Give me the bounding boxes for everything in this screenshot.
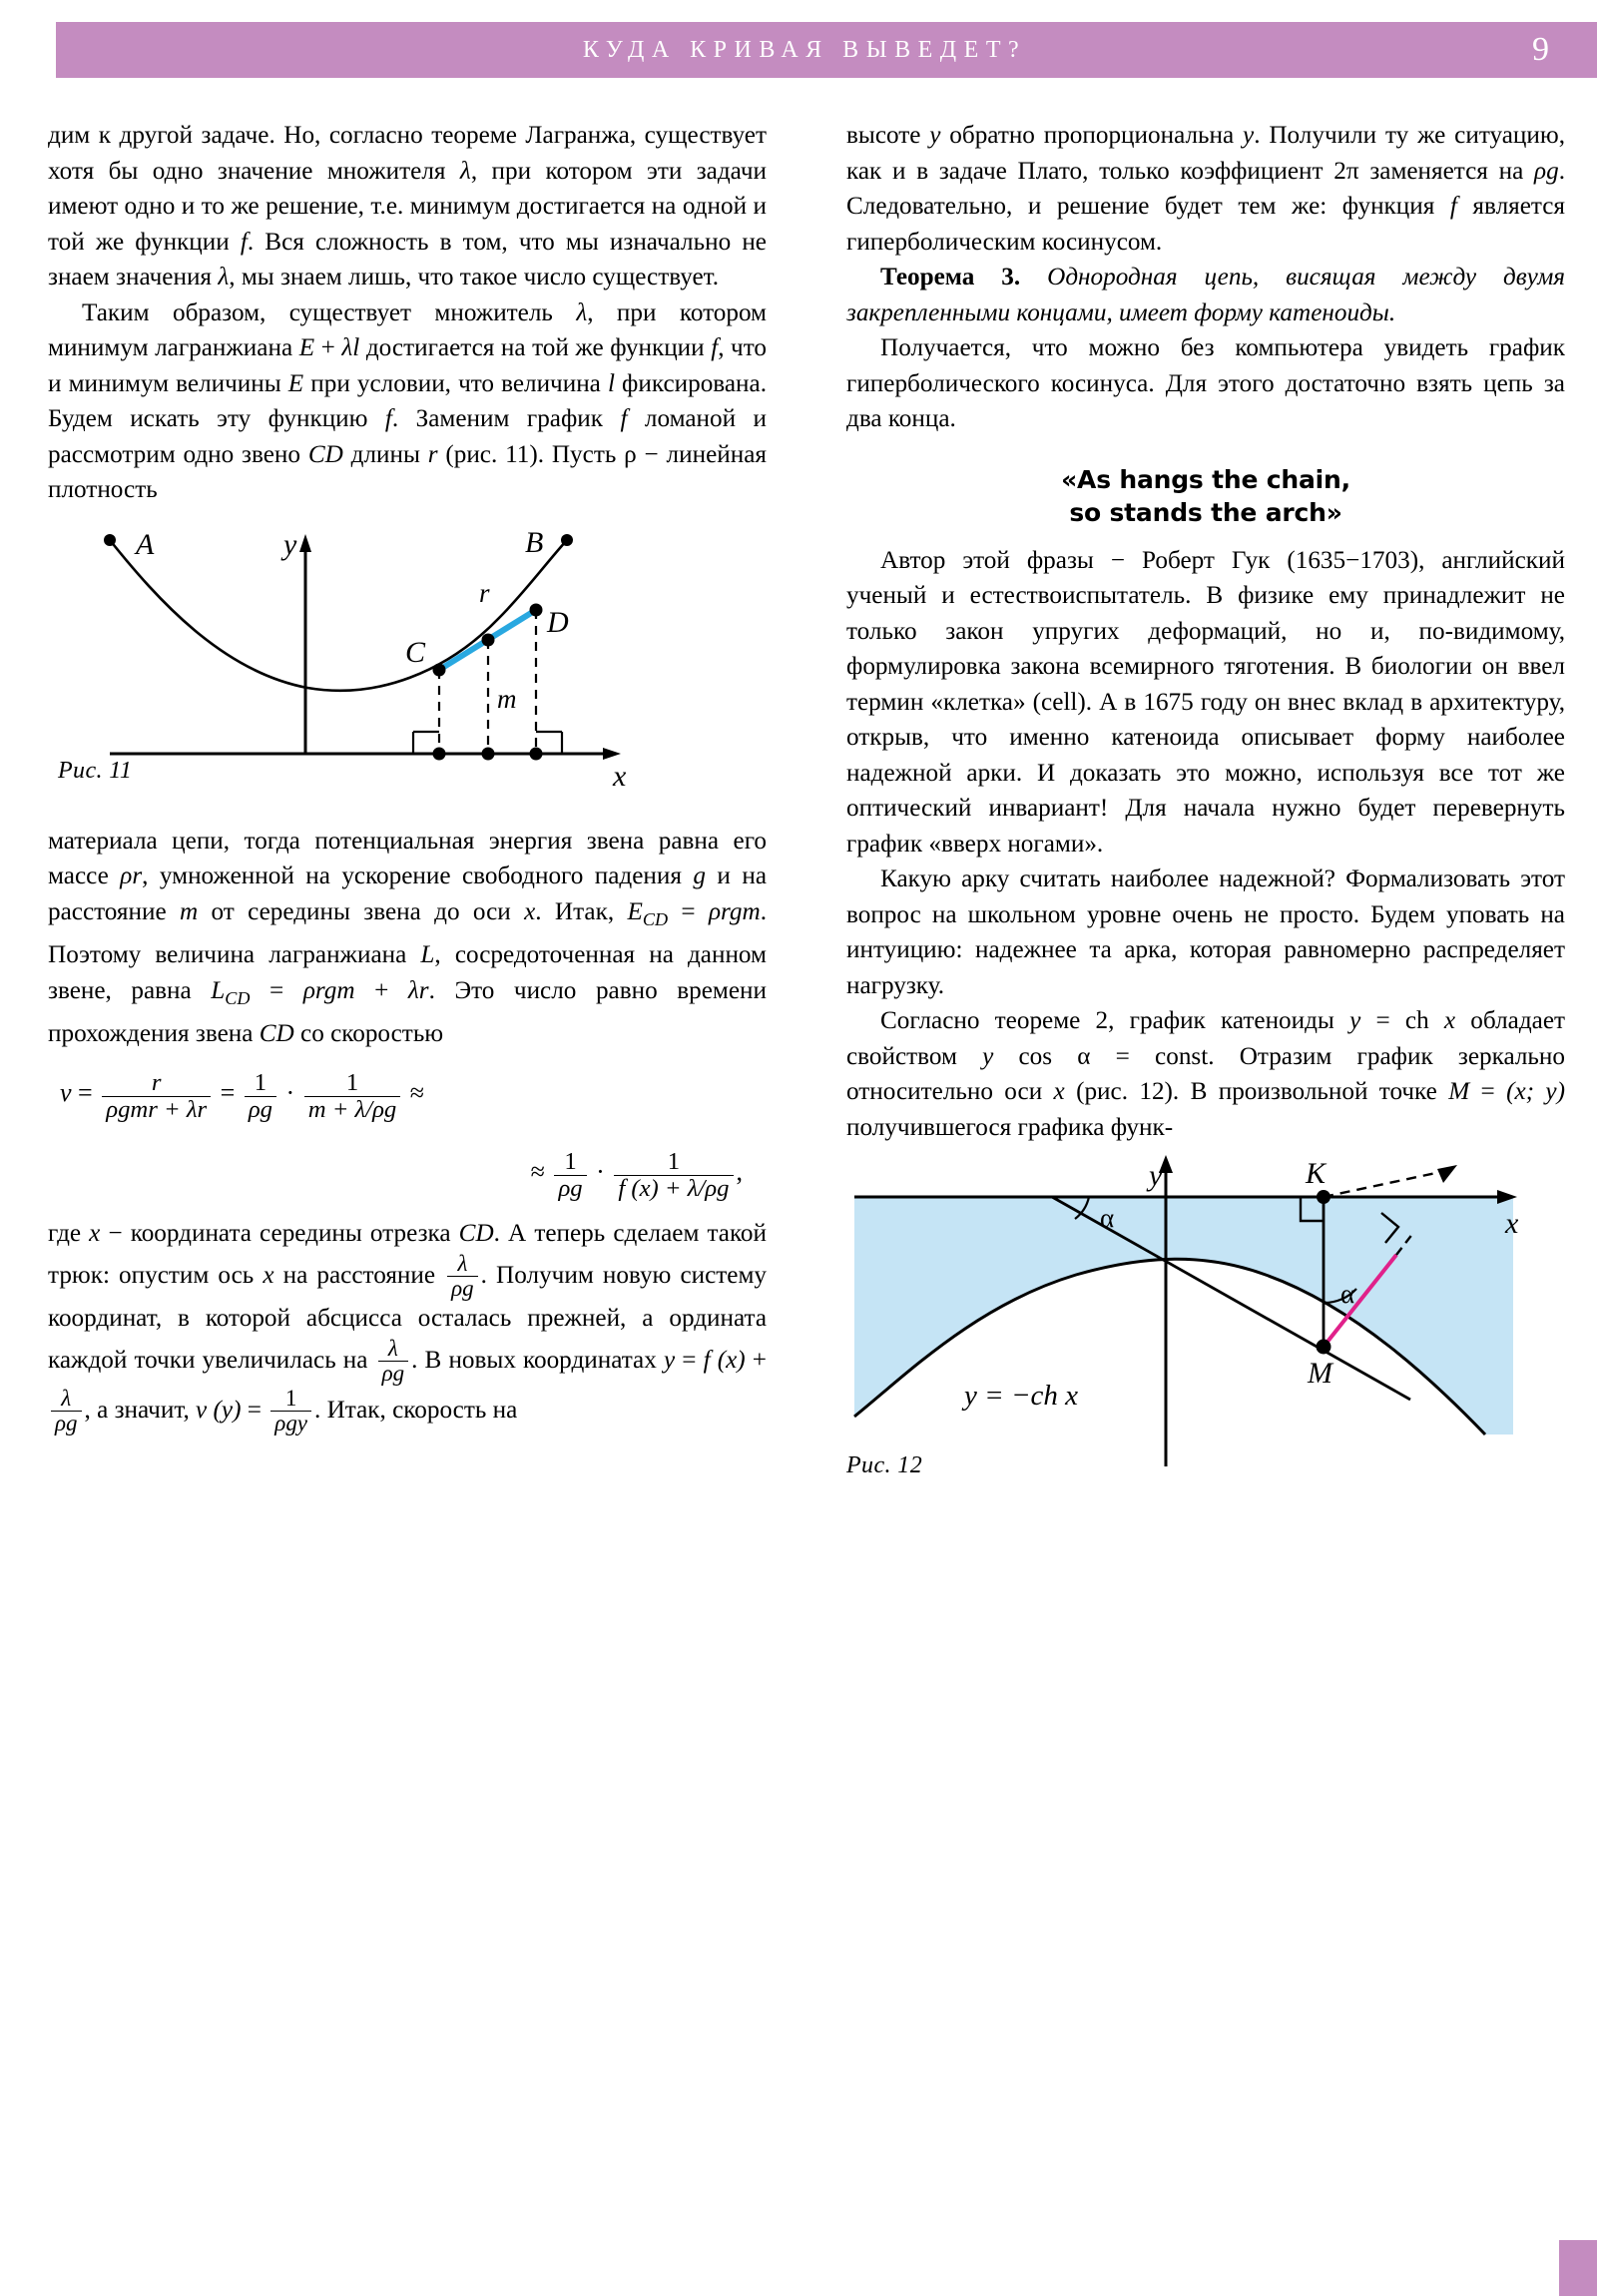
math-dot: · (285, 1077, 295, 1107)
math-CD: CD (307, 440, 343, 468)
text-run: . А теперь сделаем такой трюк: опустим ось (48, 1220, 768, 1289)
fraction-denominator: ρg (378, 1361, 409, 1386)
text-run: . Итак, (535, 897, 628, 925)
math-x: x (1443, 1007, 1456, 1034)
y-axis-arrow (299, 534, 311, 552)
label-x-axis: x (1505, 1207, 1519, 1240)
math-f: f (620, 405, 628, 432)
math-y: y (663, 1347, 676, 1375)
math-v: v (60, 1077, 72, 1107)
text-run: . Поэтому величина лагранжиана (48, 897, 767, 969)
point-foot-D (530, 747, 543, 760)
math-L-subscript: CD (225, 987, 251, 1008)
fraction-r-over-rgmr (102, 1070, 211, 1123)
math-E: E (298, 334, 315, 361)
math-rho: ρ (624, 440, 637, 468)
math-E: E (287, 369, 304, 397)
label-alpha-1: α (1100, 1203, 1115, 1233)
english-heading-line-1: «As hangs the chain, (1061, 464, 1350, 494)
text-run: , мы знаем лишь, что такое число существует. (229, 264, 720, 290)
math-fx: f (x) (703, 1347, 746, 1375)
math-lambda-l: λl (341, 334, 360, 361)
paragraph-r4: Какую арку считать наиболее надежной? Формализовать этот вопрос на школьном уровне очень не просто. Будем уповать на интуицию: надежнее та арка, которая равномерно распределяет нагрузку. (846, 865, 1565, 999)
math-equals: = (1469, 1078, 1507, 1105)
math-equals: = (78, 1077, 93, 1107)
curve-equation-label: y = −ch x (964, 1380, 1079, 1412)
figure-11-caption: Рис. 11 (58, 757, 133, 784)
fraction-numerator: 1 (284, 1385, 297, 1411)
figure-12 (846, 1155, 1565, 1478)
label-y-axis: y (1149, 1159, 1163, 1192)
fraction-denominator: ρg (51, 1411, 82, 1435)
label-A: A (136, 527, 155, 561)
fraction-1-over-rhogy (270, 1387, 311, 1436)
text-run: = (668, 897, 709, 925)
text-run: , умноженной на ускорение свободного падения (142, 862, 694, 889)
math-equals: = (220, 1077, 236, 1107)
point-C (433, 663, 446, 676)
text-run: (рис. 11). Пусть (437, 440, 625, 468)
text-run: + (314, 334, 342, 361)
text-run: со скоростью (293, 1020, 444, 1048)
math-y: y (929, 122, 941, 149)
math-comma: , (736, 1156, 743, 1186)
paragraph-r5 (846, 1003, 1565, 1145)
label-B: B (525, 525, 544, 559)
math-y: y (1243, 122, 1255, 149)
text-run: фиксирована. Будем искать эту функцию (48, 369, 767, 432)
math-equals-ch: = ch (1360, 1007, 1444, 1034)
point-foot-C (433, 747, 446, 760)
fraction-numerator: λ (457, 1250, 468, 1276)
text-run: высоте (846, 122, 930, 149)
fraction-1-over-rhog (554, 1149, 586, 1202)
text-run: . Следовательно, и решение будет тем же: функция (846, 157, 1565, 220)
fraction-denominator: ρg (554, 1175, 586, 1202)
math-g: g (693, 862, 706, 889)
math-cos-alpha-const: cos α = const (993, 1042, 1209, 1070)
math-f: f (384, 405, 392, 432)
fraction-numerator: 1 (564, 1147, 577, 1175)
page-header-title: КУДА КРИВАЯ ВЫВЕДЕТ? (582, 36, 1027, 63)
math-lambda: λ (459, 157, 471, 185)
text-run: а значит, (90, 1396, 197, 1424)
text-run: , при котором эти задачи имеют одно и то же решение, т.е. минимум достигается на одной и той же функции (48, 157, 767, 256)
math-CD: CD (458, 1220, 494, 1248)
fraction-numerator: 1 (254, 1068, 267, 1096)
math-f: f (711, 334, 719, 361)
figure-11-svg (48, 522, 767, 790)
fraction-numerator: λ (387, 1335, 398, 1361)
fraction-1-over-m-lambda (304, 1070, 401, 1123)
label-y-axis: y (283, 527, 297, 561)
math-l: l (607, 369, 615, 397)
fraction-1-over-rhog (245, 1070, 276, 1123)
math-comma: , (84, 1396, 91, 1424)
fraction-denominator: m + λ/ρg (304, 1096, 401, 1123)
equation-line-2 (48, 1149, 767, 1202)
math-x: x (263, 1261, 274, 1289)
math-L: L (211, 976, 226, 1004)
paragraph-4 (48, 1216, 767, 1435)
text-run: . Это число равно времени прохождения звена (48, 976, 767, 1048)
math-rho-r: ρr (120, 862, 143, 889)
math-CD: CD (259, 1020, 294, 1048)
page-number: 9 (1532, 31, 1549, 68)
text-run: . Итак, скорость на (314, 1396, 518, 1424)
paragraph-3 (48, 824, 767, 1052)
text-run: получившегося графика функ- (846, 1113, 1174, 1141)
text-run: + (354, 976, 408, 1004)
point-foot-mid (482, 747, 495, 760)
equation-velocity (48, 1070, 767, 1203)
text-run: . Получим новую систему координат, в которой абсцисса осталась прежней, а ордината каждой точки увеличилась на (48, 1261, 768, 1375)
text-run: , сосредоточенная на данном звене, равна (48, 941, 767, 1004)
fraction-numerator: 1 (667, 1147, 681, 1175)
math-lambda: λ (576, 298, 588, 326)
text-run: и на расстояние (48, 862, 767, 925)
math-L: L (420, 941, 435, 969)
math-x: x (1053, 1078, 1065, 1105)
fraction-numerator: r (151, 1068, 162, 1096)
math-rho-rgm: ρrgm (302, 976, 355, 1004)
text-run: Согласно теореме 2, график катеноиды (880, 1007, 1350, 1034)
text-run: . В новых координатах (411, 1347, 664, 1375)
text-run: достигается на той же функции (359, 334, 712, 361)
fraction-lambda-over-rhog (51, 1387, 82, 1436)
paragraph-r1 (846, 118, 1565, 260)
label-D: D (547, 605, 569, 639)
text-run: обратно пропорциональна (940, 122, 1244, 149)
text-run: . Получили ту же ситуацию, как и в задаче Плато, только коэффициент (846, 122, 1566, 185)
math-approx: ≈ (409, 1077, 425, 1107)
fraction-lambda-over-rhog (378, 1337, 409, 1387)
figure-12-caption: Рис. 12 (846, 1452, 923, 1478)
label-alpha-2: α (1340, 1279, 1355, 1309)
text-run: + (745, 1347, 767, 1375)
theorem-label: Теорема 3. (880, 264, 1021, 290)
math-coordinates: (x; y) (1506, 1078, 1565, 1105)
catenary-curve (110, 540, 567, 691)
figure-12-svg (846, 1155, 1565, 1474)
point-M (1317, 1340, 1331, 1355)
math-M: M (1448, 1078, 1470, 1105)
text-run: − координата середины отрезка (100, 1220, 459, 1248)
text-run: является гиперболическим косинусом. (846, 193, 1565, 256)
label-m: m (497, 683, 517, 714)
fraction-denominator: ρg (245, 1096, 276, 1123)
theorem-statement: Однородная цепь, висящая между двумя закрепленными концами, имеет форму катеноиды. (846, 264, 1565, 326)
text-run: обладает свойством (846, 1007, 1566, 1070)
math-x: x (524, 897, 536, 925)
left-text-column (48, 118, 767, 1435)
point-D (530, 603, 543, 616)
english-heading (846, 463, 1565, 529)
math-y: y (982, 1042, 994, 1070)
text-run: длины (342, 440, 428, 468)
math-equals: = (675, 1347, 704, 1375)
text-run: − линейная плотность (48, 440, 767, 503)
math-lambda: λ (218, 264, 230, 290)
paragraph-r3: Автор этой фразы − Роберт Гук (1635−1703), английский ученый и естествоиспытатель. В физике ему принадлежит не только закон упругих деформаций, но и, по-видимому, формулировка закона всемирного тяготения. В биологии он ввел термин «клетка» (cell). А в 1675 году он внес вклад в архитектуру, открыв, что именно катеноида описывает форму наиболее надежной арки. И доказать это можно, используя все тот же оптический инвариант! Для начала нужно будет перевернуть график «вверх ногами». (846, 546, 1565, 858)
text-run: где (48, 1220, 90, 1248)
text-run: , при котором минимум лагранжиана (48, 298, 767, 361)
paragraph-r2: Получается, что можно без компьютера увидеть график гиперболического косинуса. Для этого достаточно взять цепь за два конца. (846, 334, 1565, 432)
label-r: r (479, 577, 490, 608)
math-rho-g: ρg (1534, 157, 1559, 185)
dashed-ray-arrow (1437, 1165, 1457, 1183)
point-A (104, 534, 116, 546)
fraction-1-over-fx-lambda (614, 1149, 733, 1202)
point-B (561, 534, 573, 546)
page-header-band (56, 22, 1597, 78)
math-E-subscript: CD (642, 908, 669, 929)
english-heading-line-2: so stands the arch» (1069, 497, 1342, 527)
fraction-denominator: ρgmr + λr (102, 1096, 211, 1123)
math-2pi: 2π (1333, 157, 1359, 185)
text-run: . Отразим график зеркально относительно оси (846, 1042, 1565, 1105)
label-C: C (405, 635, 426, 669)
fraction-numerator: λ (61, 1385, 72, 1411)
fraction-denominator: ρgy (270, 1411, 311, 1435)
text-run: на расстояние (273, 1261, 445, 1289)
math-f: f (1449, 193, 1457, 220)
math-E: E (627, 897, 643, 925)
math-v-of-y: v (y) (196, 1396, 242, 1424)
text-run: . Вся сложность в том, что мы изначально не знаем значения (48, 228, 767, 290)
figure-11 (48, 522, 767, 790)
right-text-column (846, 118, 1565, 1478)
text-run: Таким образом, существует множитель (82, 298, 577, 326)
fraction-numerator: 1 (345, 1068, 359, 1096)
text-run: заменяется на (1358, 157, 1535, 185)
text-run: , что и минимум величины (48, 334, 767, 397)
dashed-ray (1324, 1171, 1445, 1197)
text-run: дим к другой задаче. Но, согласно теореме Лагранжа, существует хотя бы одно значение множителя (48, 122, 767, 185)
math-f: f (240, 228, 248, 256)
math-dot: · (596, 1156, 605, 1186)
math-m: m (179, 897, 199, 925)
text-run: = (250, 976, 303, 1004)
text-run: . Заменим график (391, 405, 621, 432)
math-lambda-r: λr (407, 976, 429, 1004)
label-x-axis: x (613, 759, 627, 790)
label-K: K (1306, 1157, 1327, 1190)
paragraph-2 (48, 295, 767, 508)
text-run: при условии, что величина (303, 369, 608, 397)
point-K (1317, 1190, 1331, 1204)
text-run: ломаной и рассмотрим одно звено (48, 405, 767, 468)
paragraph-1 (48, 118, 767, 295)
math-y: y (1349, 1007, 1361, 1034)
fraction-denominator: f (x) + λ/ρg (614, 1175, 733, 1202)
theorem-3 (846, 260, 1565, 330)
math-equals: = (241, 1396, 268, 1424)
text-run: (рис. 12). В произвольной точке (1064, 1078, 1449, 1105)
page-corner-tab (1559, 2240, 1597, 2296)
fraction-lambda-over-rhog (447, 1252, 478, 1302)
equation-line-1 (48, 1070, 767, 1123)
math-r: r (427, 440, 438, 468)
point-mid (482, 633, 495, 646)
text-run: от середины звена до оси (198, 897, 525, 925)
fraction-denominator: ρg (447, 1276, 478, 1301)
x-axis-arrow (603, 748, 621, 760)
math-approx: ≈ (530, 1156, 545, 1186)
label-M: M (1308, 1357, 1332, 1390)
text-run: материала цепи, тогда потенциальная энергия звена равна его массе (48, 827, 767, 889)
math-rho-rgm: ρrgm (708, 897, 761, 925)
math-x: x (89, 1220, 101, 1248)
